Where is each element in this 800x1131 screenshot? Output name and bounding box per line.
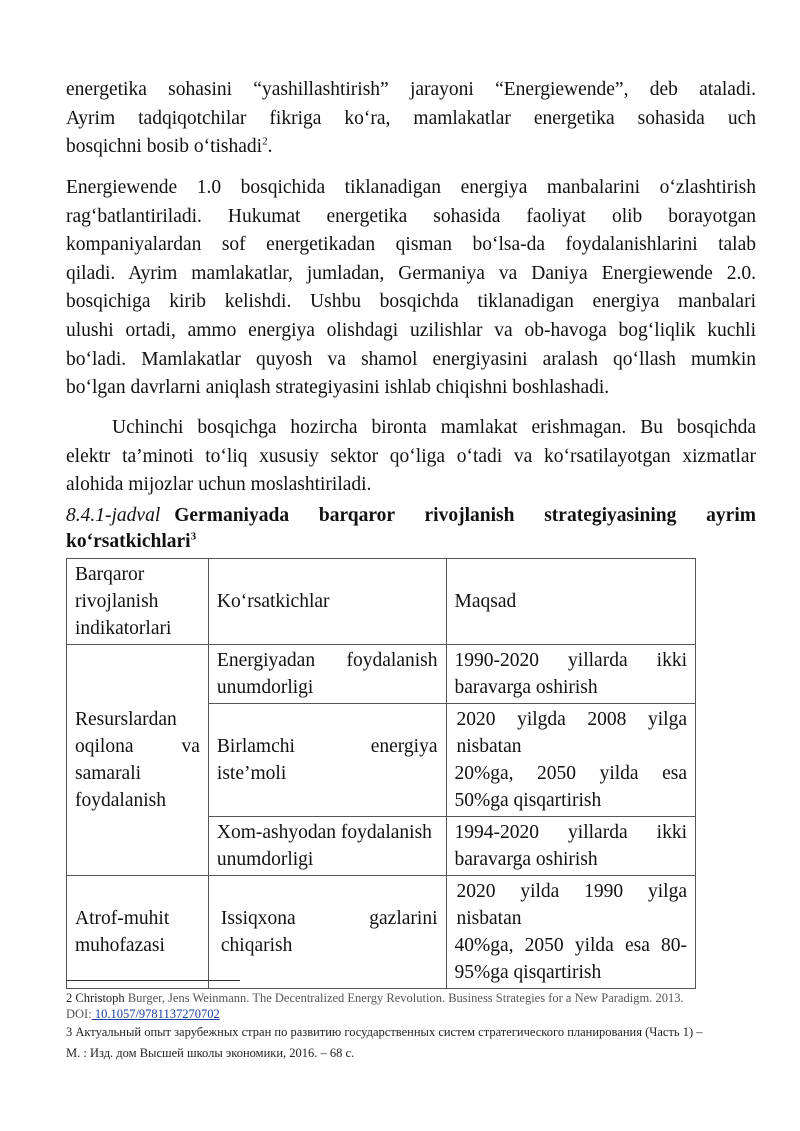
text-line: qiladi. Ayrim mamlakatlar, jumladan, Germaniya va Daniya Energiewende 2.0. [66,262,756,284]
metric-cell: Energiyadan foydalanish unumdorligi [208,645,446,704]
text-line: bosqichiga kirib kelishdi. Ushbu bosqichda tiklanadigan energiya manbalari [66,291,756,313]
footnote-3 [66,1022,766,1064]
table-row [67,876,696,989]
footnote-source: Burger, Jens Weinmann. The Decentralized Energy Revolution. Business Strategies for a New Paradigm. 2013. [127,991,684,1005]
third-phase-paragraph [66,414,756,500]
doi-label: DOI: [66,1007,92,1021]
text-line: bosqichni bosib o‘tishadi$^2$. [66,135,273,158]
goal-cell: 1990-2020 yillarda ikki baravarga oshirish [446,645,696,704]
footnote-separator [66,980,240,981]
goal-cell [446,704,696,817]
goal-cell: 1994-2020 yillarda ikki baravarga oshirish [446,817,696,876]
header-cell: Barqaror rivojlanish indikatorlari [67,559,209,645]
text-line: bo‘lgan davrlarni aniqlash strategiyasini ishlab chiqishni boshlashadi. [66,377,610,399]
goal-line: 2020 yilda 1990 yilga nisbatan [456,881,687,929]
header-cell: Ko‘rsatkichlar [208,559,446,645]
text-line: Energiewende 1.0 bosqichida tiklanadigan energiya manbalarini o‘zlashtirish [66,177,756,198]
metric-cell: Issiqxona gazlarini chiqarish [208,876,446,989]
doi-link[interactable]: 10.1057/9781137270702 [91,1007,220,1021]
text-line: rag‘batlantiriladi. Hukumat energetika sohasida faoliyat olib borayotgan [66,205,756,227]
table-caption [66,503,756,555]
table-title-cont: ko‘rsatkichlari [66,531,191,552]
text-line: Uchinchi bosqichga hozircha bironta mamlakat erishmagan. Bu bosqichda [112,417,756,438]
footnote-text: М. : Изд. дом Высшей школы экономики, 2016. – 68 с. [66,1046,355,1060]
indicator-cell: Atrof-muhit muhofazasi [67,876,209,989]
goal-line: 20%ga, 2050 yilda esa 50%ga qisqartirish [454,763,687,811]
header-cell: Maqsad [446,559,696,645]
text-line: elektr ta’minoti to‘liq xususiy sektor qo‘liga o‘tadi va ko‘rsatilayotgan xizmatlar [66,445,756,467]
footnote-ref[interactable]: 2 [262,135,268,148]
text-line: ulushi ortadi, ammo energiya olishdagi uzilishlar va ob-havoga bog‘liqlik kuchli [66,319,756,341]
phase-paragraph [66,174,756,403]
caption-line [66,503,756,529]
goal-line: 2020 yilgda 2008 yilga nisbatan [456,709,687,757]
table-header-row [67,559,696,645]
text-line: alohida mijozlar uchun moslashtiriladi. [66,474,372,496]
indicator-cell: Resurslardan oqilona va samarali foydalanish [67,645,209,876]
metric-cell: Xom-ashyodan foydalanish unumdorligi [208,817,446,876]
text-line: bo‘ladi. Mamlakatlar quyosh va shamol energiyasini aralash qo‘llash mumkin [66,348,756,370]
indicators-table [66,558,696,989]
text-line: energetika sohasini “yashillashtirish” jarayoni “Energiewende”, deb ataladi. [66,79,756,100]
text-line-content: bosqichni bosib o‘tishadi [66,136,263,158]
intro-paragraph [66,76,756,162]
footnote-text: 3 Актуальный опыт зарубежных стран по развитию государственных систем стратегического планирования (Часть 1) – [66,1025,703,1039]
footnote-2 [66,990,766,1022]
table-number: 8.4.1-jadval [66,505,161,526]
table-row [67,645,696,704]
goal-line: 40%ga, 2050 yilda esa 80-95%ga qisqartirish [454,935,687,983]
text-line: kompaniyalardan sof energetikadan qisman bo‘lsa-da foydalanishlarini talab [66,234,756,256]
table-title: Germaniyada barqaror rivojlanish strategiyasining ayrim [174,505,756,526]
footnote-text: 2 Christoph [66,991,128,1005]
footnote-ref[interactable]: 3 [190,530,197,543]
goal-cell [446,876,696,989]
caption-line [66,529,756,555]
metric-cell: Birlamchi energiya iste’moli [208,704,446,817]
text-line: Ayrim tadqiqotchilar fikriga ko‘ra, mamlakatlar energetika sohasida uch [66,107,756,129]
